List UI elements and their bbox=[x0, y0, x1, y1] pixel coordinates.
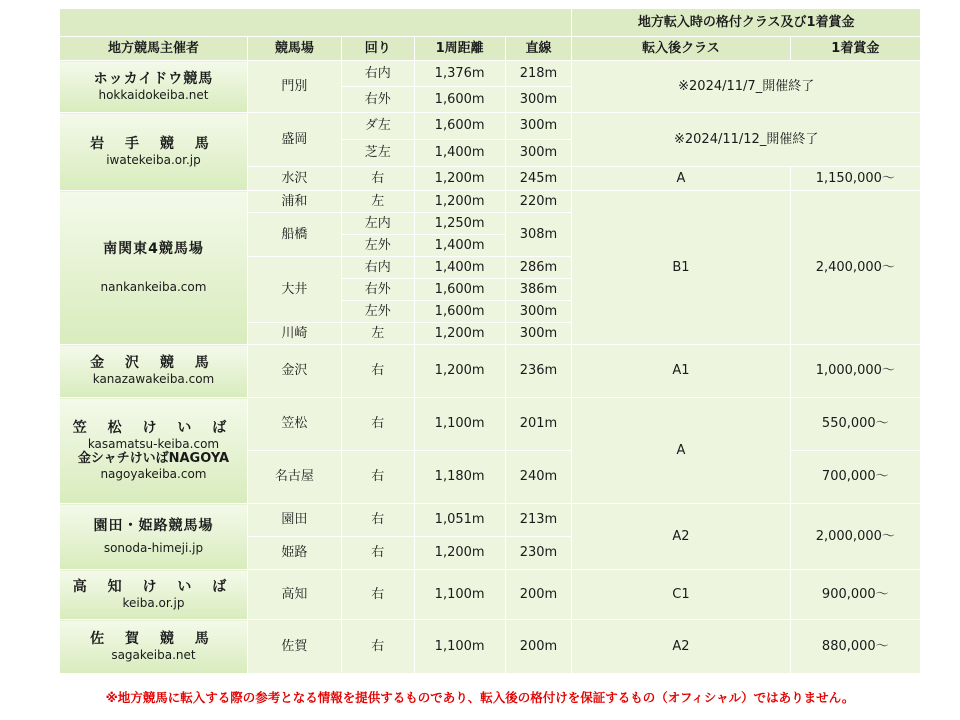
direction-cell: 左 bbox=[341, 323, 414, 345]
prize-cell: 2,400,000～ bbox=[790, 191, 920, 345]
organizer-sonoda bbox=[60, 504, 248, 570]
class-cell: A bbox=[572, 398, 790, 504]
organizer-url: iwatekeiba.or.jp bbox=[106, 152, 201, 167]
track-cell: 園田 bbox=[247, 504, 341, 537]
organizer-kochi bbox=[60, 570, 248, 620]
closed-note: ※2024/11/7_開催終了 bbox=[572, 61, 921, 113]
header-blank bbox=[60, 9, 572, 37]
header-group-row bbox=[60, 9, 921, 37]
distance-cell: 1,051m bbox=[414, 504, 505, 537]
class-cell: A2 bbox=[572, 620, 790, 674]
direction-cell: 左 bbox=[341, 191, 414, 213]
transfer-table bbox=[59, 8, 921, 674]
distance-cell: 1,250m bbox=[414, 213, 505, 235]
col-header-class: 転入後クラス bbox=[572, 37, 790, 61]
prize-cell: 1,150,000～ bbox=[790, 167, 920, 191]
prize-cell: 550,000～ bbox=[790, 398, 920, 451]
prize-cell: 880,000～ bbox=[790, 620, 920, 674]
straight-cell: 300m bbox=[505, 140, 572, 167]
track-cell: 名古屋 bbox=[247, 451, 341, 504]
straight-cell: 218m bbox=[505, 61, 572, 87]
class-cell: A2 bbox=[572, 504, 790, 570]
col-header-track: 競馬場 bbox=[247, 37, 341, 61]
track-cell: 高知 bbox=[247, 570, 341, 620]
table-row bbox=[60, 113, 921, 140]
direction-cell: 右 bbox=[341, 345, 414, 398]
organizer-name: 岩 手 競 馬 bbox=[90, 135, 217, 152]
direction-cell: 右外 bbox=[341, 87, 414, 113]
distance-cell: 1,200m bbox=[414, 537, 505, 570]
direction-cell: 芝左 bbox=[341, 140, 414, 167]
distance-cell: 1,100m bbox=[414, 620, 505, 674]
track-cell: 姫路 bbox=[247, 537, 341, 570]
straight-cell: 213m bbox=[505, 504, 572, 537]
direction-cell: ダ左 bbox=[341, 113, 414, 140]
direction-cell: 右 bbox=[341, 570, 414, 620]
distance-cell: 1,200m bbox=[414, 167, 505, 191]
organizer-name: 笠 松 け い ば bbox=[72, 419, 235, 436]
col-header-distance: 1周距離 bbox=[414, 37, 505, 61]
class-cell: A bbox=[572, 167, 790, 191]
organizer-url: kanazawakeiba.com bbox=[92, 372, 215, 387]
distance-cell: 1,400m bbox=[414, 257, 505, 279]
organizer-name: 金 沢 競 馬 bbox=[90, 355, 217, 372]
class-cell: B1 bbox=[572, 191, 790, 345]
straight-cell: 300m bbox=[505, 323, 572, 345]
track-cell: 笠松 bbox=[247, 398, 341, 451]
organizer-url: kasamatsu-keiba.com bbox=[87, 436, 220, 451]
organizer-name: 園田・姫路競馬場 bbox=[93, 517, 214, 534]
distance-cell: 1,600m bbox=[414, 279, 505, 301]
organizer-iwate bbox=[60, 113, 248, 191]
disclaimer-footnote: ※地方競馬に転入する際の参考となる情報を提供するものであり、転入後の格付けを保証するもの（オフィシャル）ではありません。 bbox=[105, 690, 855, 705]
col-header-straight: 直線 bbox=[505, 37, 572, 61]
organizer-hokkaido bbox=[60, 61, 248, 113]
table-row bbox=[60, 345, 921, 398]
track-cell: 船橋 bbox=[247, 213, 341, 257]
direction-cell: 右 bbox=[341, 504, 414, 537]
class-cell: C1 bbox=[572, 570, 790, 620]
table-row bbox=[60, 570, 921, 620]
col-header-organizer: 地方競馬主催者 bbox=[60, 37, 248, 61]
organizer-name: ホッカイドウ競馬 bbox=[93, 70, 214, 87]
organizer-name: 高 知 け い ば bbox=[72, 578, 235, 595]
prize-cell: 900,000～ bbox=[790, 570, 920, 620]
organizer-tokai bbox=[60, 398, 248, 504]
class-cell: A1 bbox=[572, 345, 790, 398]
organizer-kanazawa bbox=[60, 345, 248, 398]
direction-cell: 右 bbox=[341, 398, 414, 451]
distance-cell: 1,200m bbox=[414, 323, 505, 345]
distance-cell: 1,600m bbox=[414, 87, 505, 113]
straight-cell: 386m bbox=[505, 279, 572, 301]
straight-cell: 300m bbox=[505, 87, 572, 113]
organizer-saga bbox=[60, 620, 248, 674]
direction-cell: 右 bbox=[341, 620, 414, 674]
organizer-name: 南関東4競馬場 bbox=[103, 240, 204, 257]
closed-note: ※2024/11/12_開催終了 bbox=[572, 113, 921, 167]
distance-cell: 1,100m bbox=[414, 398, 505, 451]
straight-cell: 240m bbox=[505, 451, 572, 504]
distance-cell: 1,100m bbox=[414, 570, 505, 620]
straight-cell: 200m bbox=[505, 620, 572, 674]
table-row bbox=[60, 504, 921, 537]
prize-cell: 1,000,000～ bbox=[790, 345, 920, 398]
col-header-direction: 回り bbox=[341, 37, 414, 61]
direction-cell: 右 bbox=[341, 451, 414, 504]
track-cell: 佐賀 bbox=[247, 620, 341, 674]
direction-cell: 右内 bbox=[341, 61, 414, 87]
distance-cell: 1,400m bbox=[414, 235, 505, 257]
direction-cell: 左外 bbox=[341, 235, 414, 257]
track-cell: 川崎 bbox=[247, 323, 341, 345]
distance-cell: 1,376m bbox=[414, 61, 505, 87]
straight-cell: 300m bbox=[505, 301, 572, 323]
straight-cell: 201m bbox=[505, 398, 572, 451]
table-row bbox=[60, 398, 921, 451]
straight-cell: 230m bbox=[505, 537, 572, 570]
organizer-url: nagoyakeiba.com bbox=[100, 466, 207, 481]
organizer-url: sonoda-himeji.jp bbox=[103, 540, 204, 555]
straight-cell: 245m bbox=[505, 167, 572, 191]
header-columns-row bbox=[60, 37, 921, 61]
straight-cell: 200m bbox=[505, 570, 572, 620]
direction-cell: 右内 bbox=[341, 257, 414, 279]
straight-cell: 220m bbox=[505, 191, 572, 213]
straight-cell: 300m bbox=[505, 113, 572, 140]
direction-cell: 右 bbox=[341, 167, 414, 191]
prize-cell: 700,000～ bbox=[790, 451, 920, 504]
distance-cell: 1,400m bbox=[414, 140, 505, 167]
organizer-url: nankankeiba.com bbox=[100, 279, 207, 294]
organizer-url: keiba.or.jp bbox=[122, 595, 185, 610]
table-row bbox=[60, 61, 921, 87]
direction-cell: 左外 bbox=[341, 301, 414, 323]
distance-cell: 1,600m bbox=[414, 113, 505, 140]
track-cell: 金沢 bbox=[247, 345, 341, 398]
straight-cell: 236m bbox=[505, 345, 572, 398]
track-cell: 門別 bbox=[247, 61, 341, 113]
organizer-url: sagakeiba.net bbox=[111, 647, 196, 662]
track-cell: 水沢 bbox=[247, 167, 341, 191]
distance-cell: 1,200m bbox=[414, 191, 505, 213]
header-group-title: 地方転入時の格付クラス及び1着賞金 bbox=[572, 9, 921, 37]
direction-cell: 左内 bbox=[341, 213, 414, 235]
table-row bbox=[60, 620, 921, 674]
straight-cell: 286m bbox=[505, 257, 572, 279]
track-cell: 盛岡 bbox=[247, 113, 341, 167]
track-cell: 大井 bbox=[247, 257, 341, 323]
track-cell: 浦和 bbox=[247, 191, 341, 213]
prize-cell: 2,000,000～ bbox=[790, 504, 920, 570]
direction-cell: 右外 bbox=[341, 279, 414, 301]
organizer-name: 佐 賀 競 馬 bbox=[90, 630, 217, 647]
organizer-name: 金シャチけいばNAGOYA bbox=[77, 451, 230, 467]
col-header-prize: 1着賞金 bbox=[790, 37, 920, 61]
straight-cell: 308m bbox=[505, 213, 572, 257]
distance-cell: 1,200m bbox=[414, 345, 505, 398]
distance-cell: 1,180m bbox=[414, 451, 505, 504]
table-row bbox=[60, 191, 921, 213]
organizer-url: hokkaidokeiba.net bbox=[98, 87, 209, 102]
organizer-minamikanto bbox=[60, 191, 248, 345]
distance-cell: 1,600m bbox=[414, 301, 505, 323]
direction-cell: 右 bbox=[341, 537, 414, 570]
